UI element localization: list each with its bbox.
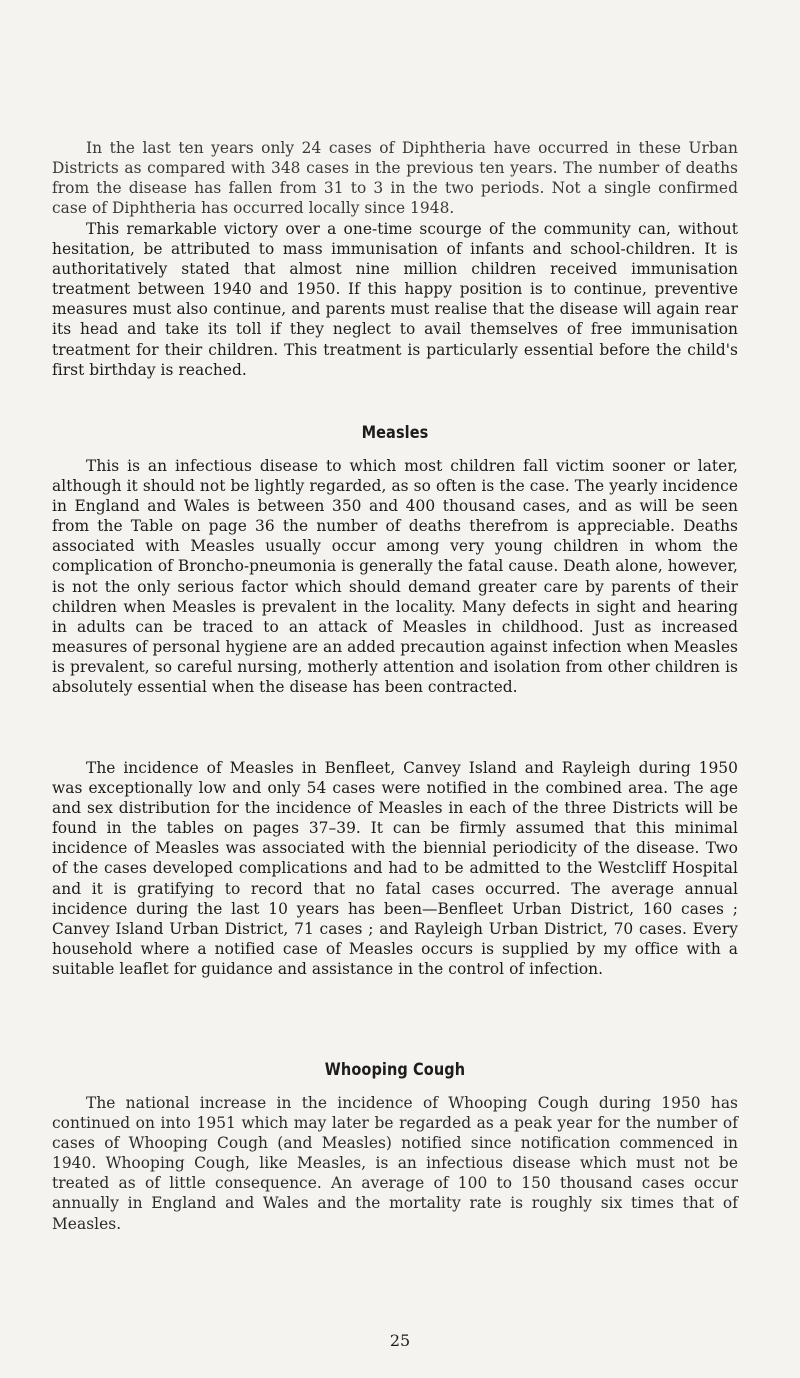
whooping-cough-paragraph-1: The national increase in the incidence of Whooping Cough during 1950 has continued on into 1951 which may later be regarded as a peak year for the number of cases of Whooping Cough (and Measles) notified since notification commenced in 1940. Whooping Cough, like Measles, is an infectious disease which must not be treated as of little consequence. An average of 100 to 150 thousand cases occur annually in England and Wales and the mortality rate is roughly six times that of Measles. (52, 1094, 738, 1233)
section-heading-measles: Measles (361, 423, 429, 442)
measles-paragraph-2: The incidence of Measles in Benfleet, Canvey Island and Rayleigh during 1950 was exceptionally low and only 54 cases were notified in the combined area. The age and sex distribution for the incidence of Measles in each of the three Districts will be found in the tables on pages 37–39. It can be firmly assumed that this minimal incidence of Measles was associated with the biennial periodicity of the disease. Two of the cases developed complications and had to be admitted to the Westcliff Hospital and it is gratifying to record that no fatal cases occurred. The average annual incidence during the last 10 years has been—Benfleet Urban District, 160 cases ; Canvey Island Urban District, 71 cases ; and Rayleigh Urban District, 70 cases. Every household where a notified case of Measles occurs is supplied by my office with a suitable leaflet for guidance and assistance in the control of infection. (52, 759, 738, 978)
diphtheria-paragraph-1: In the last ten years only 24 cases of Diphtheria have occurred in these Urban Districts as compared with 348 cases in the previous ten years. The number of deaths from the disease has fallen from 31 to 3 in the two periods. Not a single confirmed case of Diphtheria has occurred locally since 1948. (52, 139, 738, 218)
page-number: 25 (389, 1331, 411, 1350)
measles-paragraph-1: This is an infectious disease to which most children fall victim sooner or later, although it should not be lightly regarded, as so often is the case. The yearly incidence in England and Wales is between 350 and 400 thousand cases, and as will be seen from the Table on page 36 the number of deaths therefrom is appreciable. Deaths associated with Measles usually occur among very young children in whom the complication of Broncho-pneumonia is generally the fatal cause. Death alone, however, is not the only serious factor which should demand greater care by parents of their children when Measles is prevalent in the locality. Many defects in sight and hearing in adults can be traced to an attack of Measles in childhood. Just as increased measures of personal hygiene are an added precaution against infection when Measles is prevalent, so careful nursing, motherly attention and isolation from other children is absolutely essential when the disease has been contracted. (52, 457, 738, 697)
section-heading-whooping-cough: Whooping Cough (324, 1060, 466, 1079)
diphtheria-paragraph-2: This remarkable victory over a one-time scourge of the community can, without hesitation, be attributed to mass immunisation of infants and school-children. It is authoritatively stated that almost nine million children received immunisation treatment between 1940 and 1950. If this happy position is to continue, preventive measures must also continue, and parents must realise that the disease will again rear its head and take its toll if they neglect to avail themselves of free immunisation treatment for their children. This treatment is particularly essential before the child's first birthday is reached. (52, 220, 738, 379)
